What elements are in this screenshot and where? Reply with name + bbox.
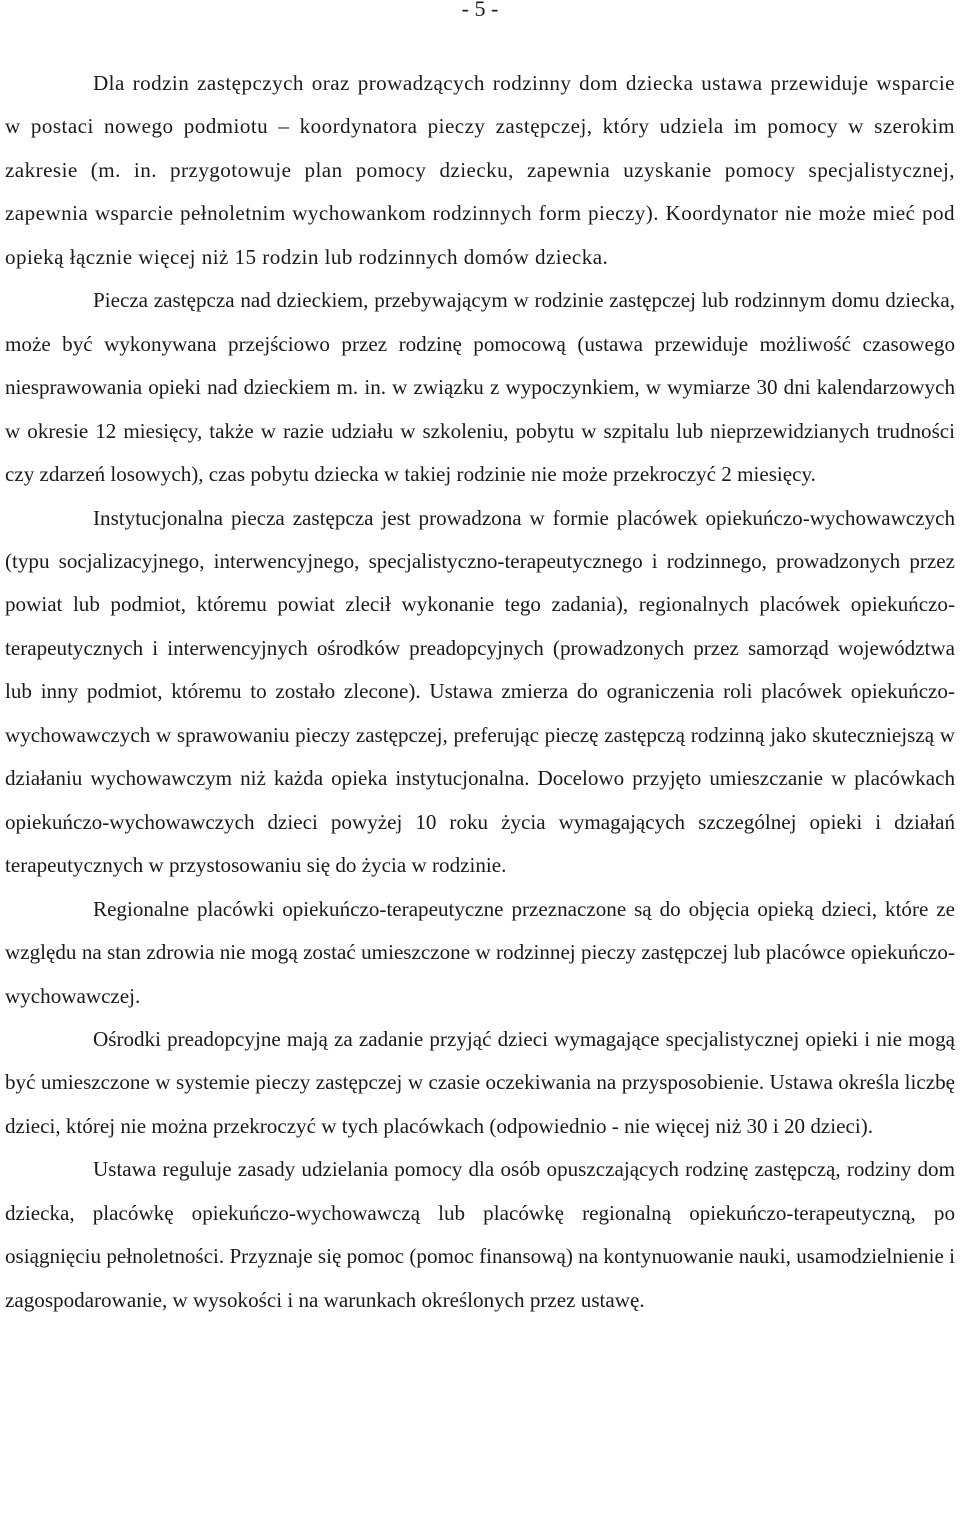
paragraph-osrodki-preadopcyjne: Ośrodki preadopcyjne mają za zadanie przyjąć dzieci wymagające specjalistycznej opieki i nie mogą być umieszczone w systemie pieczy zastępczej w czasie oczekiwania na przysposobienie. Ustawa określa liczbę dzieci, której nie można przekroczyć w tych placówkach (odpowiednio - nie więcej niż 30 i 20 dzieci). xyxy=(5,1026,955,1138)
paragraph-koordynator: Dla rodzin zastępczych oraz prowadzących rodzinny dom dziecka ustawa przewiduje wsparcie w postaci nowego podmiotu – koordynatora pieczy zastępczej, który udziela im pomocy w szerokim zakresie (m. in. przygotowuje plan pomocy dziecku, zapewnia uzyskanie pomocy specjalistycznej, zapewnia wsparcie pełnoletnim wychowankom rodzinnych form pieczy). Koordynator nie może mieć pod opieką łącznie więcej niż 15 rodzin lub rodzinnych domów dziecka. xyxy=(5,71,955,269)
page-number: - 5 - xyxy=(461,0,499,21)
document-body xyxy=(5,62,955,1322)
paragraph-placowki-regionalne: Regionalne placówki opiekuńczo-terapeutyczne przeznaczone są do objęcia opieką dzieci, które ze względu na stan zdrowia nie mogą zostać umieszczone w rodzinnej pieczy zastępczej lub placówce opiekuńczo-wychowawczej. xyxy=(5,896,955,1008)
paragraph-rodzina-pomocowa: Piecza zastępcza nad dzieckiem, przebywającym w rodzinie zastępczej lub rodzinnym domu dziecka, może być wykonywana przejściowo przez rodzinę pomocową (ustawa przewiduje możliwość czasowego niesprawowania opieki nad dzieckiem m. in. w związku z wypoczynkiem, w wymiarze 30 dni kalendarzowych w okresie 12 miesięcy, także w razie udziału w szkoleniu, pobytu w szpitalu lub nieprzewidzianych trudności czy zdarzeń losowych), czas pobytu dziecka w takiej rodzinie nie może przekroczyć 2 miesięcy. xyxy=(5,288,955,487)
paragraph-instytucjonalna-piecza: Instytucjonalna piecza zastępcza jest prowadzona w formie placówek opiekuńczo-wychowawczych (typu socjalizacyjnego, interwencyjnego, specjalistyczno-terapeutycznego i rodzinnego, prowadzonych przez powiat lub podmiot, któremu powiat zlecił wykonanie tego zadania), regionalnych placówek opiekuńczo-terapeutycznych i interwencyjnych ośrodków preadopcyjnych (prowadzonych przez samorząd województwa lub inny podmiot, któremu to zostało zlecone). Ustawa zmierza do ograniczenia roli placówek opiekuńczo-wychowawczych w sprawowaniu pieczy zastępczej, preferując pieczę zastępczą rodzinną jako skuteczniejszą w działaniu wychowawczym niż każda opieka instytucjonalna. Docelowo przyjęto umieszczanie w placówkach opiekuńczo-wychowawczych dzieci powyżej 10 roku życia wymagających szczególnej opieki i działań terapeutycznych w przystosowaniu się do życia w rodzinie. xyxy=(5,505,955,878)
paragraph-pomoc-usamodzielnienie: Ustawa reguluje zasady udzielania pomocy dla osób opuszczających rodzinę zastępczą, rodziny dom dziecka, placówkę opiekuńczo-wychowawczą lub placówkę regionalną opiekuńczo-terapeutyczną, po osiągnięciu pełnoletności. Przyznaje się pomoc (pomoc finansową) na kontynuowanie nauki, usamodzielnienie i zagospodarowanie, w wysokości i na warunkach określonych przez ustawę. xyxy=(5,1157,955,1312)
